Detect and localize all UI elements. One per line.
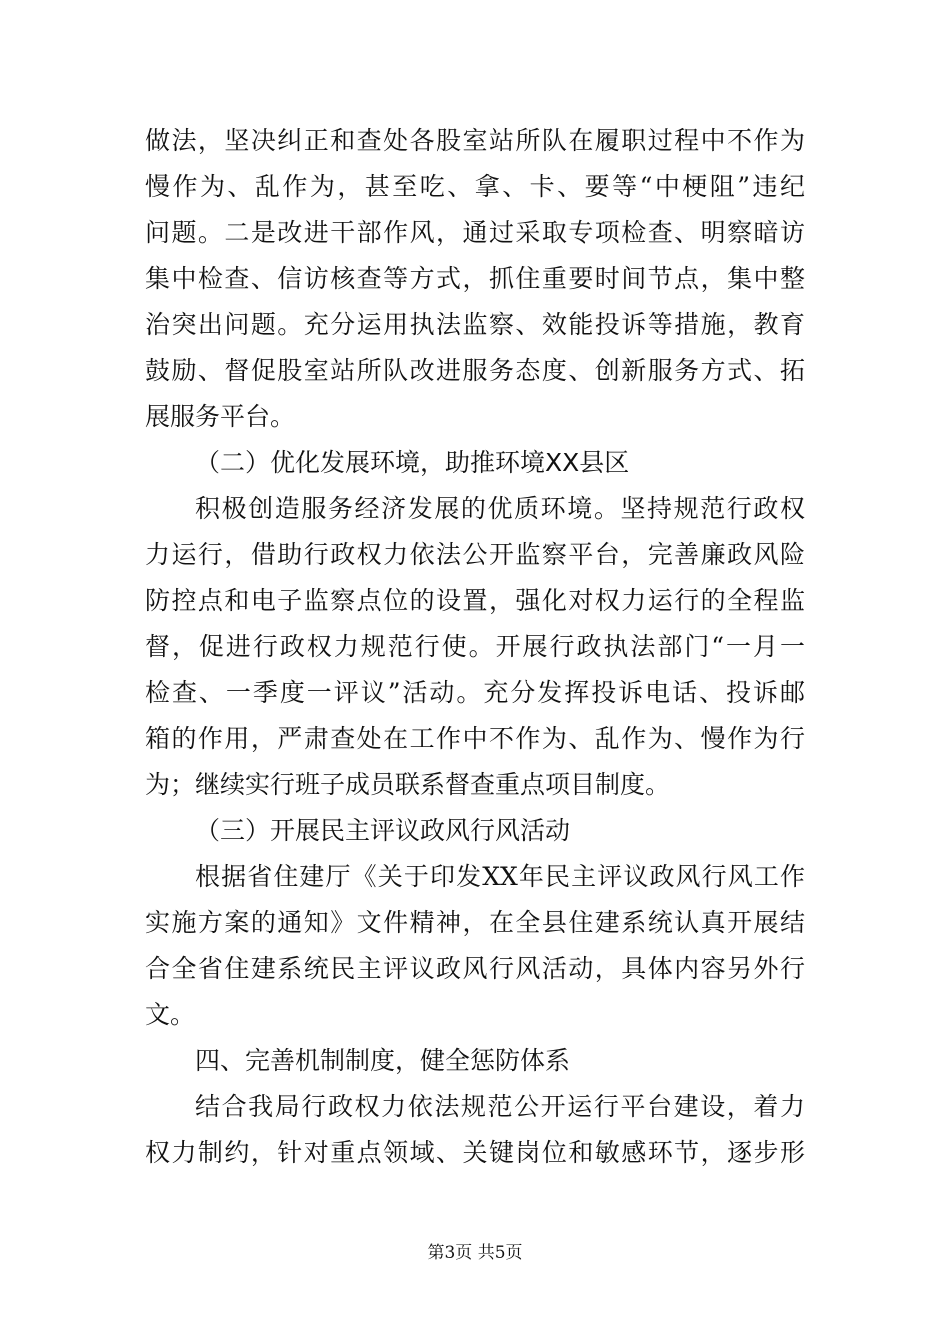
section-heading-3: （三）开展民主评议政风行风活动 (195, 816, 571, 845)
para2-line-1: 积极创造服务经济发展的优质环境。坚持规范行政权 (195, 494, 805, 523)
para4-line-1: 结合我局行政权力依法规范公开运行平台建设，着力 (195, 1092, 805, 1121)
para3-line-1: 根据省住建厅《关于印发XX年民主评议政风行风工作 (195, 862, 805, 891)
para3-line-4: 文。 (145, 1000, 196, 1029)
para1-line-7: 展服务平台。 (145, 402, 296, 431)
para2-line-2: 力运行，借助行政权力依法公开监察平台，完善廉政风险 (145, 540, 805, 569)
para1-line-1: 做法，坚决纠正和查处各股室站所队在履职过程中不作为 (145, 126, 805, 155)
para1-line-4: 集中检查、信访核查等方式，抓住重要时间节点，集中整 (145, 264, 805, 293)
para1-line-2: 慢作为、乱作为，甚至吃、拿、卡、要等“中梗阻”违纪 (145, 172, 805, 201)
section-heading-2: （二）优化发展环境，助推环境XX县区 (195, 448, 630, 477)
page-number-footer: 第3页 共5页 (427, 1243, 523, 1263)
para3-line-3: 合全省住建系统民主评议政风行风活动，具体内容另外行 (145, 954, 805, 983)
para4-line-2: 权力制约，针对重点领域、关键岗位和敏感环节，逐步形 (145, 1138, 805, 1167)
para2-line-5: 检查、一季度一评议”活动。充分发挥投诉电话、投诉邮 (145, 678, 805, 707)
para2-line-3: 防控点和电子监察点位的设置，强化对权力运行的全程监 (145, 586, 805, 615)
para2-line-4: 督，促进行政权力规范行使。开展行政执法部门“一月一 (145, 632, 805, 661)
section-heading-4: 四、完善机制制度，健全惩防体系 (195, 1046, 571, 1075)
para1-line-3: 问题。二是改进干部作风，通过采取专项检查、明察暗访 (145, 218, 805, 247)
para1-line-5: 治突出问题。充分运用执法监察、效能投诉等措施，教育 (145, 310, 805, 339)
para3-line-2: 实施方案的通知》文件精神，在全县住建系统认真开展结 (145, 908, 805, 937)
para2-line-6: 箱的作用，严肃查处在工作中不作为、乱作为、慢作为行 (145, 724, 805, 753)
para2-line-7: 为；继续实行班子成员联系督查重点项目制度。 (145, 770, 671, 799)
para1-line-6: 鼓励、督促股室站所队改进服务态度、创新服务方式、拓 (145, 356, 805, 385)
